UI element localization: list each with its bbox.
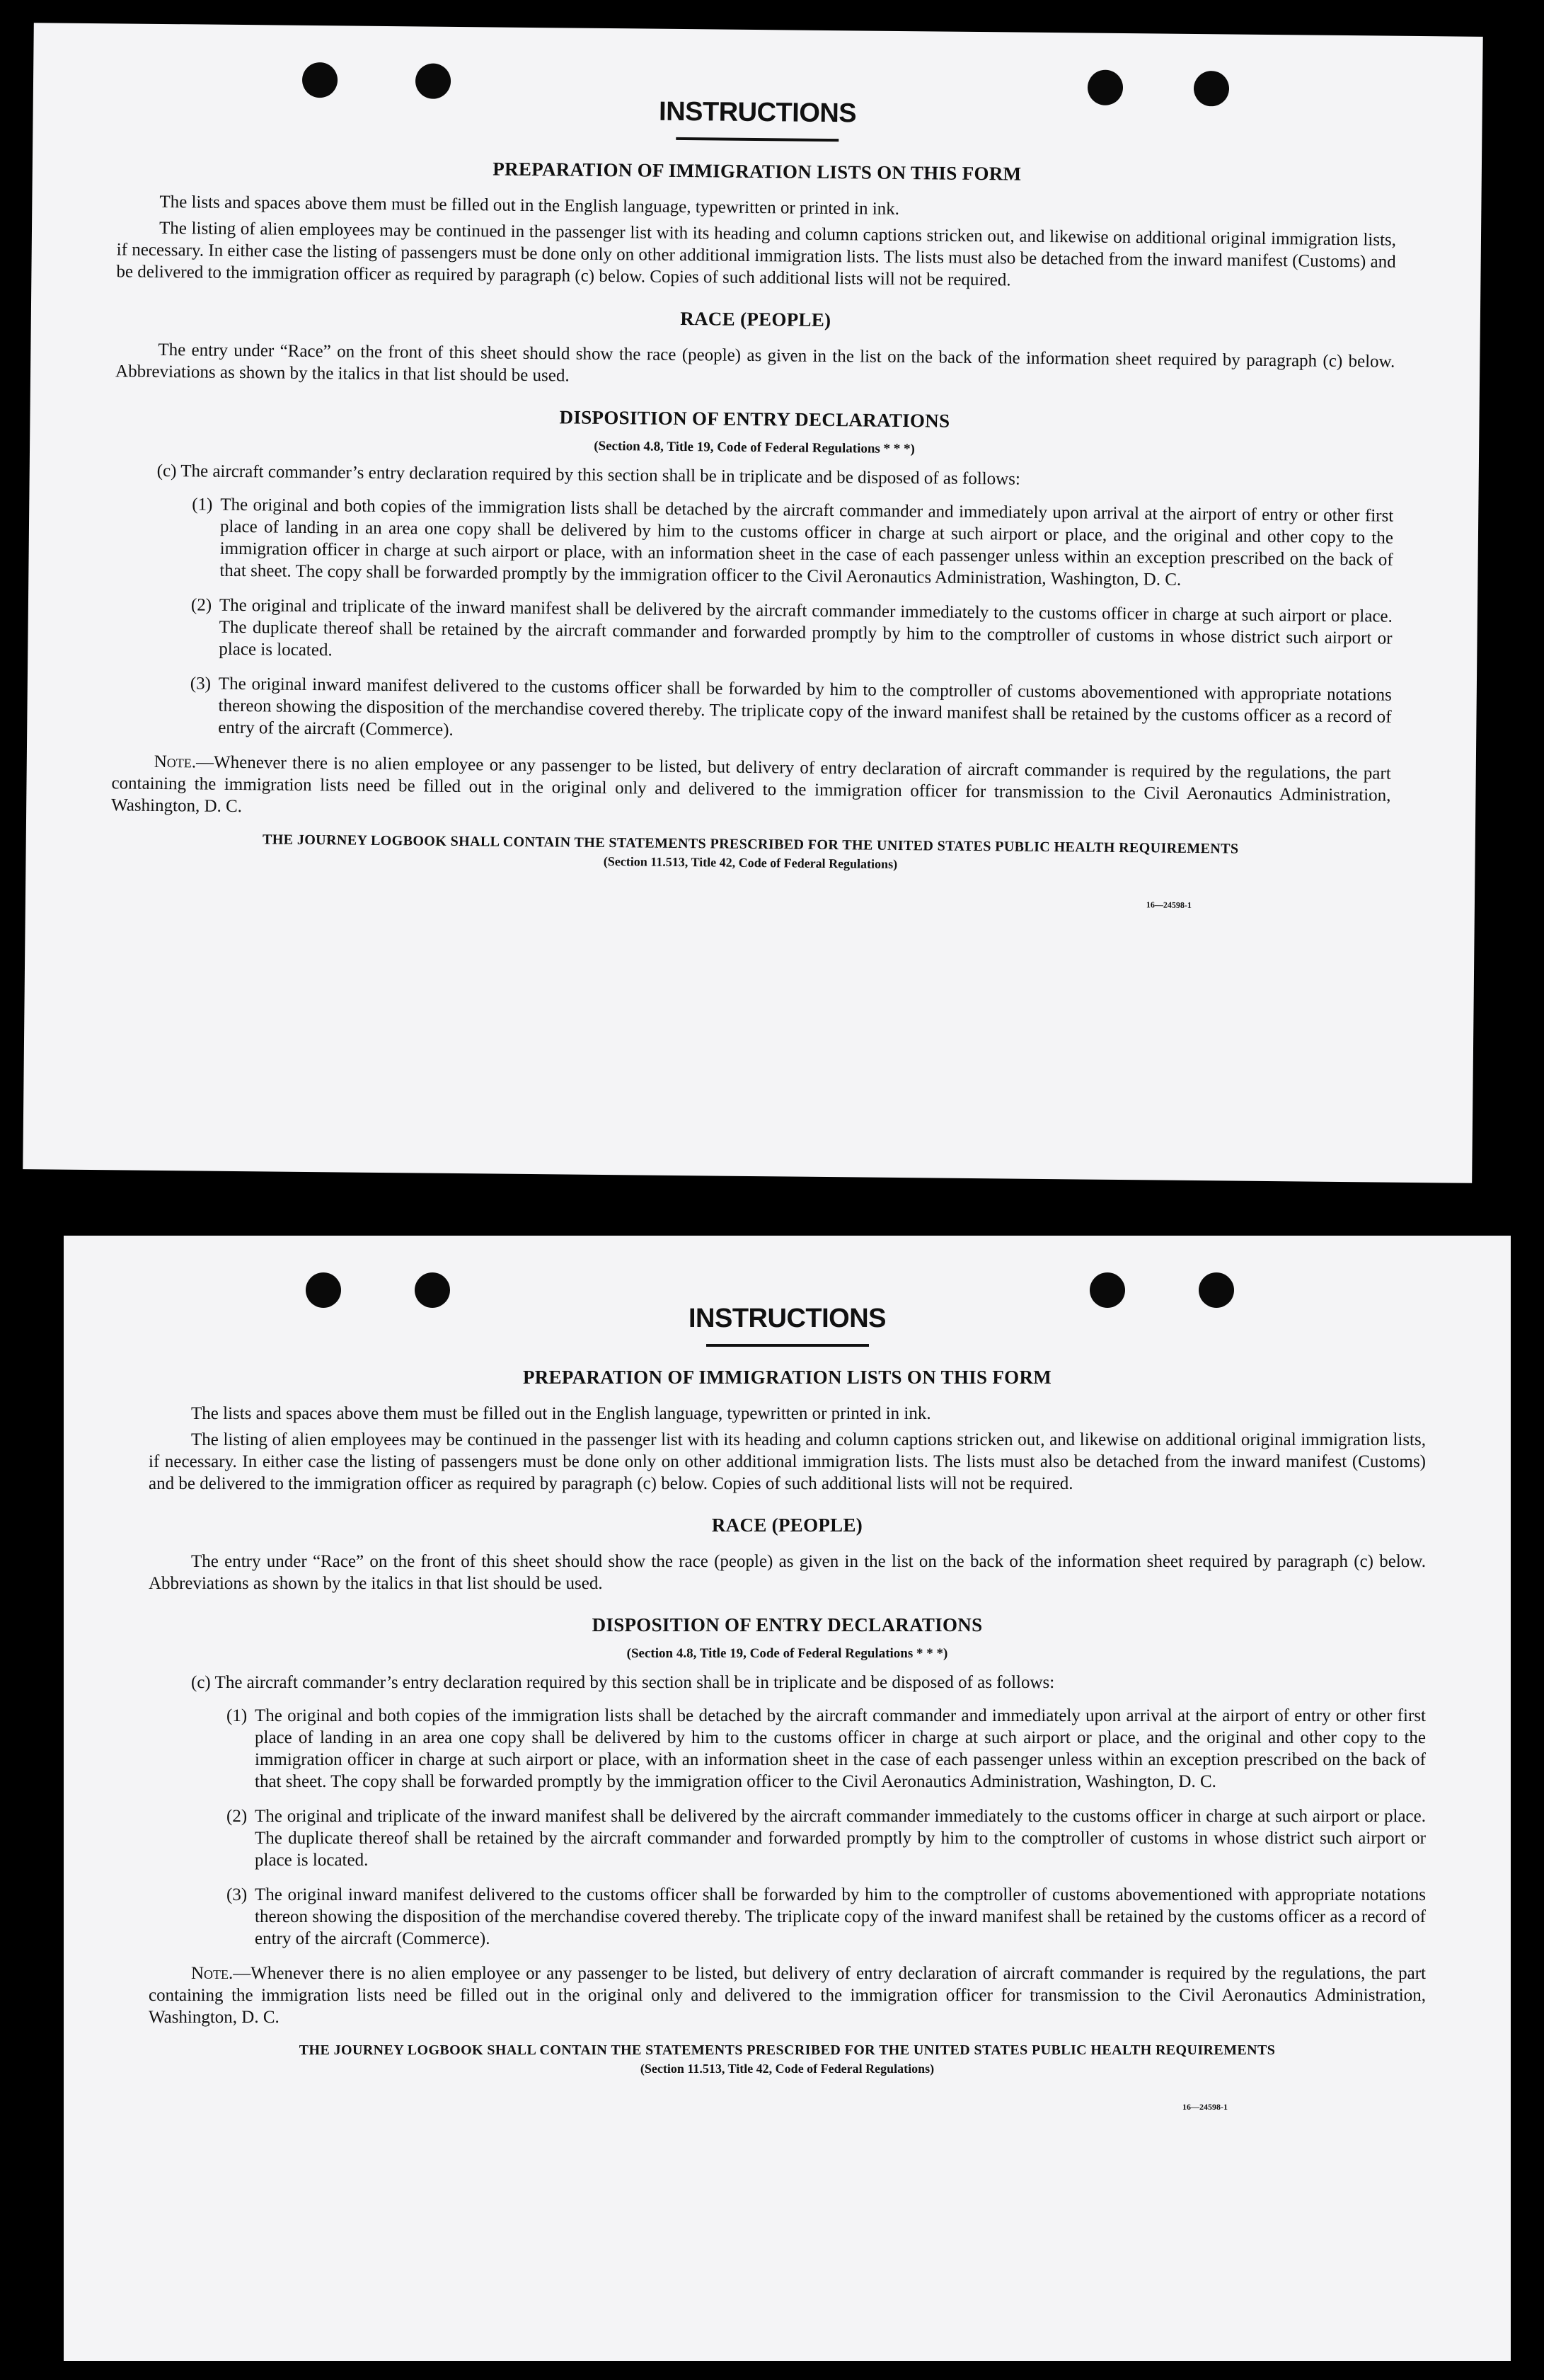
punch-hole <box>306 1272 341 1308</box>
instructions-content <box>110 91 1398 912</box>
title-rule <box>706 1344 869 1347</box>
paragraph-lists-ink: The lists and spaces above them must be filled out in the English language, typewritten or printed in ink. <box>159 192 900 219</box>
item-number: (1) <box>226 1706 248 1725</box>
heading-preparation: PREPARATION OF IMMIGRATION LISTS ON THIS FORM <box>522 1367 1052 1388</box>
note-text: —Whenever there is no alien employee or any passenger to be listed, but delivery of entry declaration of aircraft commander is required by the regulations, the part containing the immigration lists need be filled out in the original only and delivered to the immigration officer for transmission to the Civil Aeronautics Administration, Washington, D. C. <box>111 752 1391 817</box>
document-sheet-top <box>23 23 1482 1183</box>
title-rule <box>676 137 839 142</box>
paragraph-listing: The listing of alien employees may be continued in the passenger list with its heading and column captions stricken out, and likewise on additional original immigration lists, if necessary. In either case the listing of passengers must be done only on other additional immigration lists. The lists must also be detached from the inward manifest (Customs) and be delivered to the immigration officer as required by paragraph (c) below. Copies of such additional lists will not be required. <box>116 218 1397 290</box>
punch-hole <box>415 63 451 98</box>
heading-race: RACE (PEOPLE) <box>711 1514 863 1536</box>
note-paragraph <box>149 1962 1426 2028</box>
section-reference: (Section 4.8, Title 19, Code of Federal Regulations * * *) <box>594 438 916 457</box>
item-text: The original inward manifest delivered to the customs officer shall be forwarded by him to the comptroller of customs abovementioned with appropriate notations thereon showing the disposition of the merchandise covered thereby. The triplicate copy of the inward manifest shall be retained by the customs officer as a record of entry of the aircraft (Commerce). <box>255 1885 1426 1948</box>
paragraph-race: The entry under “Race” on the front of this sheet should show the race (people) as given in the list on the back of the information sheet required by paragraph (c) below. Abbreviations as shown by the italics in that list should be used. <box>115 340 1395 386</box>
list-item <box>190 594 1393 671</box>
item-number: (1) <box>192 495 213 514</box>
punch-hole <box>302 62 338 98</box>
heading-race: RACE (PEOPLE) <box>680 307 831 331</box>
form-number: 16—24598-1 <box>1146 899 1192 910</box>
item-number: (2) <box>190 595 212 615</box>
logbook-reference: (Section 11.513, Title 42, Code of Federal Regulations) <box>603 853 898 871</box>
page-title: INSTRUCTIONS <box>658 96 857 129</box>
list-item <box>226 1884 1426 1950</box>
logbook-statement: THE JOURNEY LOGBOOK SHALL CONTAIN THE STATEMENTS PRESCRIBED FOR THE UNITED STATES PUBLIC HEALTH REQUIREMENTS <box>299 2042 1276 2058</box>
note-paragraph <box>111 750 1391 828</box>
paragraph-c: (c) The aircraft commander’s entry declaration required by this section shall be in triplicate and be disposed of as follows: <box>156 461 1021 489</box>
item-text: The original and triplicate of the inward manifest shall be delivered by the aircraft commander immediately to the customs officer in charge at such airport or place. The duplicate thereof shall be retained by the aircraft commander and forwarded promptly by him to the comptroller of customs in whose district such airport or place is located. <box>255 1807 1426 1870</box>
punch-hole <box>1199 1272 1234 1308</box>
paragraph-lists-ink: The lists and spaces above them must be filled out in the English language, typewritten or printed in ink. <box>191 1404 931 1423</box>
punch-hole <box>415 1272 450 1308</box>
note-label: Note. <box>191 1964 234 1983</box>
item-text: The original and triplicate of the inward manifest shall be delivered by the aircraft commander immediately to the customs officer in charge at such airport or place. The duplicate thereof shall be retained by the aircraft commander and forwarded promptly by him to the comptroller of customs in whose district such airport or place is located. <box>219 595 1393 660</box>
item-number: (3) <box>190 674 212 694</box>
list-item <box>190 672 1392 749</box>
heading-disposition: DISPOSITION OF ENTRY DECLARATIONS <box>559 406 950 432</box>
item-text: The original and both copies of the immigration lists shall be detached by the aircraft commander and immediately upon arrival at the airport of entry or other first place of landing in an area one copy shall be delivered by him to the customs officer in charge at such airport or place, and the original and other copy to the immigration officer in charge at such airport or place, with an information sheet in the case of each passenger unless within an exception prescribed on the back of that sheet. The copy shall be forwarded promptly by the immigration officer to the Civil Aeronautics Administration, Washington, D. C. <box>219 495 1394 590</box>
item-text: The original inward manifest delivered to the customs officer shall be forwarded by him to the comptroller of customs abovementioned with appropriate notations thereon showing the disposition of the merchandise covered thereby. The triplicate copy of the inward manifest shall be retained by the customs officer as a record of entry of the aircraft (Commerce). <box>218 674 1392 740</box>
list-item <box>191 493 1393 592</box>
page-title: INSTRUCTIONS <box>689 1304 886 1333</box>
punch-hole <box>1088 70 1123 105</box>
note-text: —Whenever there is no alien employee or any passenger to be listed, but delivery of entry declaration of aircraft commander is required by the regulations, the part containing the immigration lists need be filled out in the original only and delivered to the immigration officer for transmission to the Civil Aeronautics Administration, Washington, D. C. <box>149 1964 1426 2027</box>
paragraph-listing: The listing of alien employees may be continued in the passenger list with its heading and column captions stricken out, and likewise on additional original immigration lists, if necessary. In either case the listing of passengers must be done only on other additional immigration lists. The lists must also be detached from the inward manifest (Customs) and be delivered to the immigration officer as required by paragraph (c) below. Copies of such additional lists will not be required. <box>149 1430 1426 1493</box>
item-number: (3) <box>226 1885 248 1904</box>
section-reference: (Section 4.8, Title 19, Code of Federal Regulations * * *) <box>626 1646 948 1661</box>
instructions-content <box>149 1304 1426 2112</box>
heading-preparation: PREPARATION OF IMMIGRATION LISTS ON THIS FORM <box>492 158 1022 185</box>
punch-hole <box>1090 1272 1125 1308</box>
logbook-reference: (Section 11.513, Title 42, Code of Federal Regulations) <box>640 2062 935 2076</box>
note-label: Note. <box>154 752 197 772</box>
form-number: 16—24598-1 <box>1182 2102 1228 2112</box>
document-sheet-bottom <box>64 1236 1511 2361</box>
paragraph-c: (c) The aircraft commander’s entry declaration required by this section shall be in triplicate and be disposed of as follows: <box>191 1673 1055 1692</box>
list-item <box>226 1705 1426 1793</box>
logbook-statement: THE JOURNEY LOGBOOK SHALL CONTAIN THE STATEMENTS PRESCRIBED FOR THE UNITED STATES PUBLIC HEALTH REQUIREMENTS <box>262 832 1239 857</box>
heading-disposition: DISPOSITION OF ENTRY DECLARATIONS <box>592 1614 983 1635</box>
item-number: (2) <box>226 1807 248 1826</box>
punch-hole <box>1194 71 1229 106</box>
list-item <box>226 1805 1426 1871</box>
item-text: The original and both copies of the immigration lists shall be detached by the aircraft commander and immediately upon arrival at the airport of entry or other first place of landing in an area one copy shall be delivered by him to the customs officer in charge at such airport or place, and the original and other copy to the immigration officer in charge at such airport or place, with an information sheet in the case of each passenger unless within an exception prescribed on the back of that sheet. The copy shall be forwarded promptly by the immigration officer to the Civil Aeronautics Administration, Washington, D. C. <box>255 1706 1426 1791</box>
paragraph-race: The entry under “Race” on the front of this sheet should show the race (people) as given in the list on the back of the information sheet required by paragraph (c) below. Abbreviations as shown by the italics in that list should be used. <box>149 1552 1426 1593</box>
